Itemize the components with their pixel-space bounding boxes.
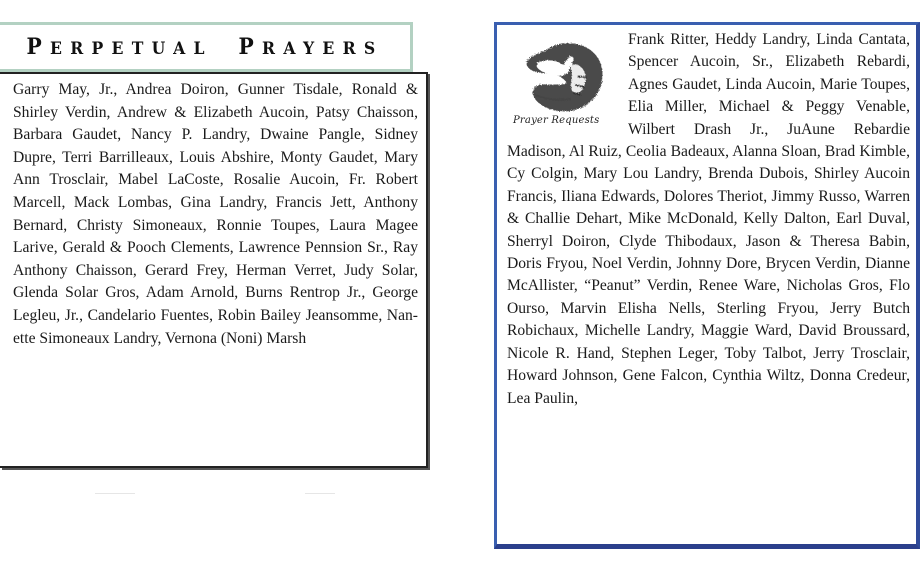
prayer-requests-names: Frank Ritter, Heddy Landry, Linda Cantata, Spencer Aucoin, Sr., Elizabeth Rebardi, Agnes Gaudet, Linda Aucoin, Marie Toupes, Elia Miller, Michael & Peggy Venable, Wilbert Drash Jr., JuAune Rebardie Madison, Al Ruiz, Ceolia Badeaux, Alanna Sloan, Brad Kimble, Cy Colgin, Mary Lou Landry, Brenda Dubois, Shirley Aucoin Francis, Iliana Edwards, Dolores Theriot, Jimmy Russo, Warren & Challie Dehart, Mike McDonald, Kelly Dalton, Earl Duval, Sherryl Doiron, Clyde Thibodaux, Jason & Theresa Babin, Doris Fryou, Noel Verdin, Johnny Dore, Brycen Verdin, Dianne McAllister, “Peanut” Verdin, Renee Ware, Nicholas Gros, Flo Ourso, Marvin Elisha Nells, Sterling Fryou, Jerry Butch Robichaux, Michelle Landry, Maggie Ward, David Broussard, Nicole R. Hand, Stephen Leger, Toby Talbot, Jerry Trosclair, Howard Johnson, Gene Falcon, Cynthia Wiltz, Donna Credeur, Lea Paulin, [507,31,910,407]
scan-artifact [95,493,135,494]
prayer-requests-caption: Prayer Requests [513,115,600,126]
title-word-perpetual: PERPETUAL [26,34,213,60]
perpetual-prayers-list [0,72,428,468]
perpetual-prayers-names: Garry May, Jr., Andrea Doiron, Gunner Tisdale, Ronald & Shirley Verdin, Andrew & Elizabeth Aucoin, Patsy Chaisson, Barbara Gaudet, Nancy P. Landry, Dwaine Pangle, Sidney Dupre, Terri Barrilleaux, Louis Abshire, Monty Gaudet, Mary Ann Trosclair, Mabel LaCoste, Rosalie Aucoin, Fr. Robert Marcell, Mack Lombas, Gina Landry, Francis Jett, Anthony Bernard, Christy Simoneaux, Ronnie Toupes, Laura Magee Larive, Gerald & Pooch Clements, Lawrence Pennsion Sr., Ray Anthony Chaisson, Gerard Frey, Herman Verret, Judy Solar, Glenda Solar Gros, Adam Arnold, Burns Rentrop Jr., George Legleu, Jr., Candelario Fuentes, Robin Bailey Jeansomme, Nanette Simoneaux Landry, Vernona (Noni) Marsh [13,81,418,347]
praying-hands-icon [515,37,615,115]
perpetual-prayers-header [0,22,413,72]
perpetual-prayers-title [14,34,397,60]
title-word-prayers: PRAYERS [238,34,384,60]
prayer-requests-box [494,22,920,549]
scan-artifact [305,493,335,494]
prayer-requests-image [507,31,622,141]
